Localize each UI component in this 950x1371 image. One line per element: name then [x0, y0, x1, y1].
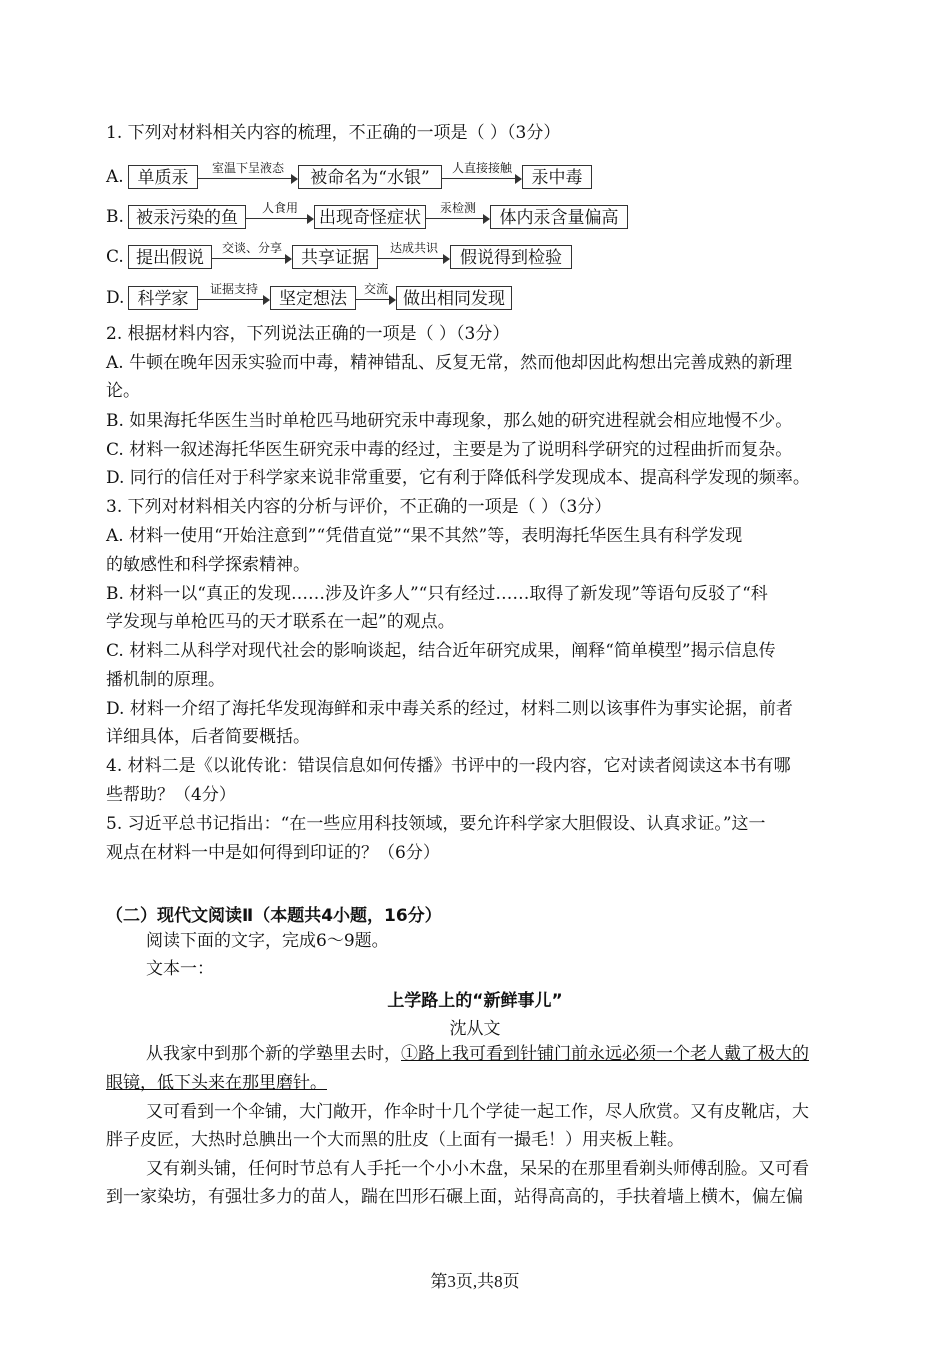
q5-stem: 5. 习近平总书记指出：“在一些应用科技领域，要允许科学家大胆假设、认真求证。”这一: [106, 814, 766, 834]
arrow-shaft: [356, 299, 390, 300]
q5-stem-cont: 观点在材料一中是如何得到印证的？（6分）: [106, 843, 440, 863]
arrow-head-icon: [515, 174, 522, 184]
flow-box: 体内汞含量偏高: [490, 205, 628, 229]
paragraph-3-line-1: 又有剃头铺，任何时节总有人手托一个小小木盘，呆呆的在那里看剃头师傅刮脸。又可看: [146, 1159, 809, 1179]
q2-option-d: D. 同行的信任对于科学家来说非常重要，它有利于降低科学发现成本、提高科学发现的频率。: [106, 468, 810, 488]
q2-option-c: C. 材料一叙述海托华医生研究汞中毒的经过，主要是为了说明科学研究的过程曲折而复杂。: [106, 440, 793, 460]
arrow-shaft: [198, 178, 292, 179]
flow-arrow: [212, 241, 292, 272]
page-number: 第3页,共8页: [430, 1272, 520, 1291]
q4-stem-cont: 些帮助？（4分）: [106, 785, 236, 805]
flow-arrow: [246, 201, 314, 232]
flow-arrow: [426, 201, 490, 232]
flow-arrow: [356, 282, 396, 313]
flow-box: 共享证据: [292, 245, 378, 269]
arrow-shaft: [426, 218, 484, 219]
paragraph-2-line-2: 胖子皮匠，大热时总腆出一个大而黑的肚皮（上面有一撮毛！）用夹板上鞋。: [106, 1130, 684, 1150]
q2-option-a-cont: 论。: [106, 381, 140, 401]
q3-option-b: B. 材料一以“真正的发现……涉及许多人”“只有经过……取得了新发现”等语句反驳了“科: [106, 584, 768, 604]
q3-option-a: A. 材料一使用“开始注意到”“凭借直觉”“果不其然”等，表明海托华医生具有科学发现: [106, 526, 743, 546]
q1-option-a: [106, 161, 896, 192]
arrow-shaft: [246, 218, 308, 219]
q1-option-c: [106, 241, 896, 272]
arrow-label: 证据支持: [209, 282, 258, 296]
q4-stem: 4. 材料二是《以讹传讹：错误信息如何传播》书评中的一段内容，它对读者阅读这本书有哪: [106, 756, 791, 776]
paragraph-text: 从我家中到那个新的学塾里去时，: [146, 1044, 401, 1064]
arrow-label: 达成共识: [389, 241, 438, 255]
article-author: 沈从文: [449, 1019, 501, 1039]
arrow-shaft: [442, 178, 516, 179]
underlined-sentence: ①路上我可看到针铺门前永远必须一个老人戴了极大的: [401, 1044, 809, 1064]
flow-box: 被命名为“水银”: [298, 165, 442, 189]
arrow-label: 汞检测: [439, 201, 476, 215]
arrow-shaft: [198, 299, 264, 300]
arrow-label: 人直接接触: [451, 161, 512, 175]
arrow-head-icon: [285, 254, 292, 264]
q2-stem: 2. 根据材料内容，下列说法正确的一项是（ ）（3分）: [106, 324, 510, 344]
arrow-head-icon: [443, 254, 450, 264]
q2-option-a: A. 牛顿在晚年因汞实验而中毒，精神错乱、反复无常，然而他却因此构想出完善成熟的新理: [106, 353, 793, 373]
flow-box: 做出相同发现: [396, 286, 512, 310]
option-letter: B.: [106, 207, 124, 227]
q3-stem: 3. 下列对材料相关内容的分析与评价，不正确的一项是（ ）（3分）: [106, 497, 612, 517]
flow-arrow: [378, 241, 450, 272]
arrow-shaft: [378, 258, 444, 259]
flow-arrow: [198, 161, 298, 192]
arrow-label: 室温下呈液态: [211, 161, 284, 175]
flow-box: 提出假说: [128, 245, 212, 269]
arrow-shaft: [212, 258, 286, 259]
q3-option-d: D. 材料一介绍了海托华发现海鲜和汞中毒关系的经过，材料二则以该事件为事实论据，前者: [106, 699, 793, 719]
option-letter: D.: [106, 288, 125, 308]
q3-option-c: C. 材料二从科学对现代社会的影响谈起，结合近年研究成果，阐释“简单模型”揭示信息传: [106, 641, 776, 661]
arrow-head-icon: [483, 214, 490, 224]
flow-arrow: [198, 282, 270, 313]
underlined-sentence-cont: 眼镜，低下头来在那里磨针。: [106, 1073, 327, 1093]
q3-option-d-cont: 详细具体，后者简要概括。: [106, 727, 310, 747]
flow-box: 被汞污染的鱼: [128, 205, 246, 229]
q1-option-d: [106, 282, 896, 313]
paragraph-3-line-2: 到一家染坊，有强壮多力的苗人，踹在凹形石碾上面，站得高高的，手扶着墙上横木，偏左偏: [106, 1187, 803, 1207]
flow-box: 假说得到检验: [450, 245, 572, 269]
paragraph-1-line-1: [146, 1043, 896, 1065]
flow-box: 出现奇怪症状: [314, 205, 426, 229]
q1-option-b: [106, 201, 896, 232]
flow-box: 单质汞: [128, 165, 198, 189]
option-letter: C.: [106, 247, 124, 267]
paragraph-1-line-2: [106, 1072, 896, 1094]
q3-option-a-cont: 的敏感性和科学探索精神。: [106, 555, 310, 575]
arrow-head-icon: [389, 295, 396, 305]
section-title: （二）现代文阅读Ⅱ（本题共4小题，16分）: [106, 906, 442, 926]
flow-box: 汞中毒: [522, 165, 592, 189]
arrow-label: 交谈、分享: [221, 241, 282, 255]
text-label: 文本一：: [146, 959, 214, 979]
section-intro: 阅读下面的文字，完成6～9题。: [146, 931, 389, 951]
arrow-label: 人食用: [261, 201, 298, 215]
flow-box: 坚定想法: [270, 286, 356, 310]
q3-option-b-cont: 学发现与单枪匹马的天才联系在一起”的观点。: [106, 612, 455, 632]
arrow-head-icon: [263, 295, 270, 305]
flow-arrow: [442, 161, 522, 192]
paragraph-2-line-1: 又可看到一个伞铺，大门敞开，作伞时十几个学徒一起工作，尽人欣赏。又有皮靴店，大: [146, 1102, 809, 1122]
arrow-label: 交流: [363, 282, 388, 296]
flow-box: 科学家: [128, 286, 198, 310]
q3-option-c-cont: 播机制的原理。: [106, 670, 225, 690]
option-letter: A.: [106, 167, 124, 187]
arrow-head-icon: [291, 174, 298, 184]
q1-stem: 1. 下列对材料相关内容的梳理，不正确的一项是（ ）（3分）: [106, 123, 561, 143]
article-title: 上学路上的“新鲜事儿”: [387, 991, 563, 1011]
q2-option-b: B. 如果海托华医生当时单枪匹马地研究汞中毒现象，那么她的研究进程就会相应地慢不少。: [106, 411, 793, 431]
arrow-head-icon: [307, 214, 314, 224]
